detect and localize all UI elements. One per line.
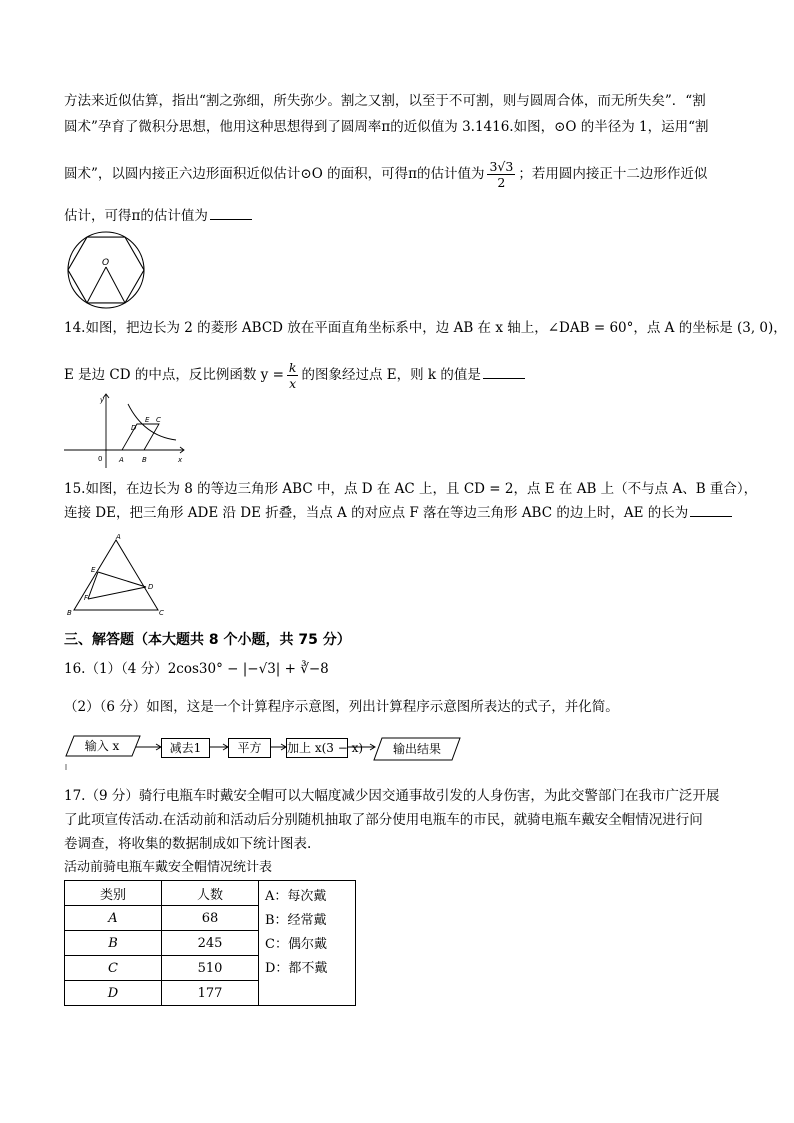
legend-item-c: C：偶尔戴 xyxy=(265,937,327,952)
q13-answer-blank xyxy=(210,205,252,220)
row-count: 68 xyxy=(162,906,259,931)
q15-line-2-text: 连接 DE，把三角形 ADE 沿 DE 折叠，当点 A 的对应点 F 落在等边三角形 ABC 的边上时，AE 的长为 xyxy=(64,505,689,521)
q13-fraction-denominator: 2 xyxy=(497,175,506,190)
q13-line-3 xyxy=(64,159,754,190)
inverse-function-curve xyxy=(128,404,176,440)
flow-output-label: 输出结果 xyxy=(392,742,441,756)
circle-o xyxy=(68,232,144,308)
q13-line-4 xyxy=(64,205,754,226)
row-count: 177 xyxy=(162,981,259,1006)
legend-item-d: D：都不戴 xyxy=(265,961,328,976)
q13-line-3-b: ；若用圆内接正十二边形作近似 xyxy=(518,166,708,182)
q14-fraction xyxy=(287,360,299,391)
q13-fraction xyxy=(487,159,515,190)
helmet-statistics-table xyxy=(64,880,356,1006)
q15-answer-blank xyxy=(690,502,732,517)
row-category: A xyxy=(65,906,162,931)
header-category: 类别 xyxy=(65,881,162,906)
label-e: E xyxy=(145,416,150,424)
q14-answer-blank xyxy=(483,364,525,379)
rhombus-abcd xyxy=(122,424,159,450)
label-b: B xyxy=(67,609,72,616)
inscribed-hexagon xyxy=(68,237,144,303)
label-c: C xyxy=(156,416,161,424)
label-y: y xyxy=(100,396,105,404)
q15-line-2 xyxy=(64,502,754,523)
flow-step-subtract-1: 减去1 xyxy=(161,738,210,758)
row-count: 510 xyxy=(162,956,259,981)
label-f: F xyxy=(84,594,89,602)
q13-fraction-numerator: 3√3 xyxy=(489,159,514,174)
flow-step-square: 平方 xyxy=(228,738,271,758)
q16-part-1-expression: 2cos30° − |−√3| + ∛−8 xyxy=(167,661,329,677)
q14-rhombus-coordinate-figure xyxy=(64,390,188,470)
row-category: D xyxy=(65,981,162,1006)
q16-part-1 xyxy=(64,659,754,679)
label-b: B xyxy=(142,456,147,464)
segment-fd xyxy=(88,587,146,599)
q15-line-1: 15.如图，在边长为 8 的等边三角形 ABC 中，点 D 在 AC 上，且 CD = 2，点 E 在 AB 上（不与点 A、B 重合）， xyxy=(64,481,758,497)
q14-fraction-numerator: k xyxy=(288,360,297,375)
q13-line-1: 方法来近似估算，指出“割之弥细，所失弥少。割之又割，以至于不可割，则与圆周合体，而无所失矣”．“割 xyxy=(64,93,706,109)
label-x: x xyxy=(178,456,183,464)
label-origin: 0 xyxy=(98,455,103,463)
q14-line-1: 14.如图，把边长为 2 的菱形 ABCD 放在平面直角坐标系中，边 AB 在 x 轴上，∠DAB = 60°，点 A 的坐标是 (3, 0)， xyxy=(64,320,787,336)
q13-line-2: 圆术”孕育了微积分思想，他用这种思想得到了圆周率π的近似值为 3.1416.如图，⊙O 的半径为 1，运用“割 xyxy=(64,119,709,135)
fold-line-de xyxy=(98,572,146,587)
radius-right xyxy=(106,267,125,303)
flow-step-add: 加上 x(3 − x) xyxy=(286,738,348,758)
legend-item-b: B：经常戴 xyxy=(265,913,327,928)
section-3-heading: 三、解答题（本大题共 8 个小题，共 75 分） xyxy=(64,632,351,648)
row-category: C xyxy=(65,956,162,981)
row-count: 245 xyxy=(162,931,259,956)
q17-line-2: 了此项宣传活动.在活动前和活动后分别随机抽取了部分使用电瓶车的市民，就骑电瓶车戴安全帽情况进行问 xyxy=(64,812,703,828)
q17-line-1: 17.（9 分）骑行电瓶车时戴安全帽可以大幅度减少因交通事故引发的人身伤害，为此交警部门在我市广泛开展 xyxy=(64,788,720,804)
segment-ef xyxy=(88,572,98,599)
q15-triangle-fold-figure xyxy=(64,532,172,616)
label-d: D xyxy=(148,583,154,591)
header-count: 人数 xyxy=(162,881,259,906)
q14-line-2 xyxy=(64,360,754,391)
label-e: E xyxy=(91,566,96,574)
flow-input-label: 输入 x xyxy=(84,739,120,753)
label-d: D xyxy=(131,424,137,432)
q14-line-2-b: 的图象经过点 E，则 k 的值是 xyxy=(301,367,481,383)
q13-line-3-a: 圆术”，以圆内接正六边形面积近似估计⊙O 的面积，可得π的估计值为 xyxy=(64,166,485,182)
category-legend xyxy=(259,881,356,1006)
label-c: C xyxy=(159,609,164,616)
label-o: O xyxy=(102,258,110,268)
radius-left xyxy=(87,267,106,303)
q16-part-1-label: 16.（1）（4 分） xyxy=(64,661,168,677)
label-a: A xyxy=(119,456,124,464)
q14-fraction-denominator: x xyxy=(289,376,297,391)
q14-line-2-a: E 是边 CD 的中点，反比例函数 y = xyxy=(64,367,284,383)
q16-part-2: （2）（6 分）如图，这是一个计算程序示意图，列出计算程序示意图所表达的式子，并化简。 xyxy=(64,699,619,715)
table-header-row xyxy=(65,881,356,906)
row-category: B xyxy=(65,931,162,956)
q13-line-4-text: 估计，可得π的估计值为 xyxy=(64,208,208,224)
label-a: A xyxy=(116,533,121,541)
q13-circle-hexagon-figure xyxy=(64,228,148,312)
legend-item-a: A：每次戴 xyxy=(265,889,327,904)
q17-table-title: 活动前骑电瓶车戴安全帽情况统计表 xyxy=(64,860,273,875)
q17-line-3: 卷调查，将收集的数据制成如下统计图表. xyxy=(64,836,312,852)
calculation-flowchart xyxy=(64,730,464,770)
